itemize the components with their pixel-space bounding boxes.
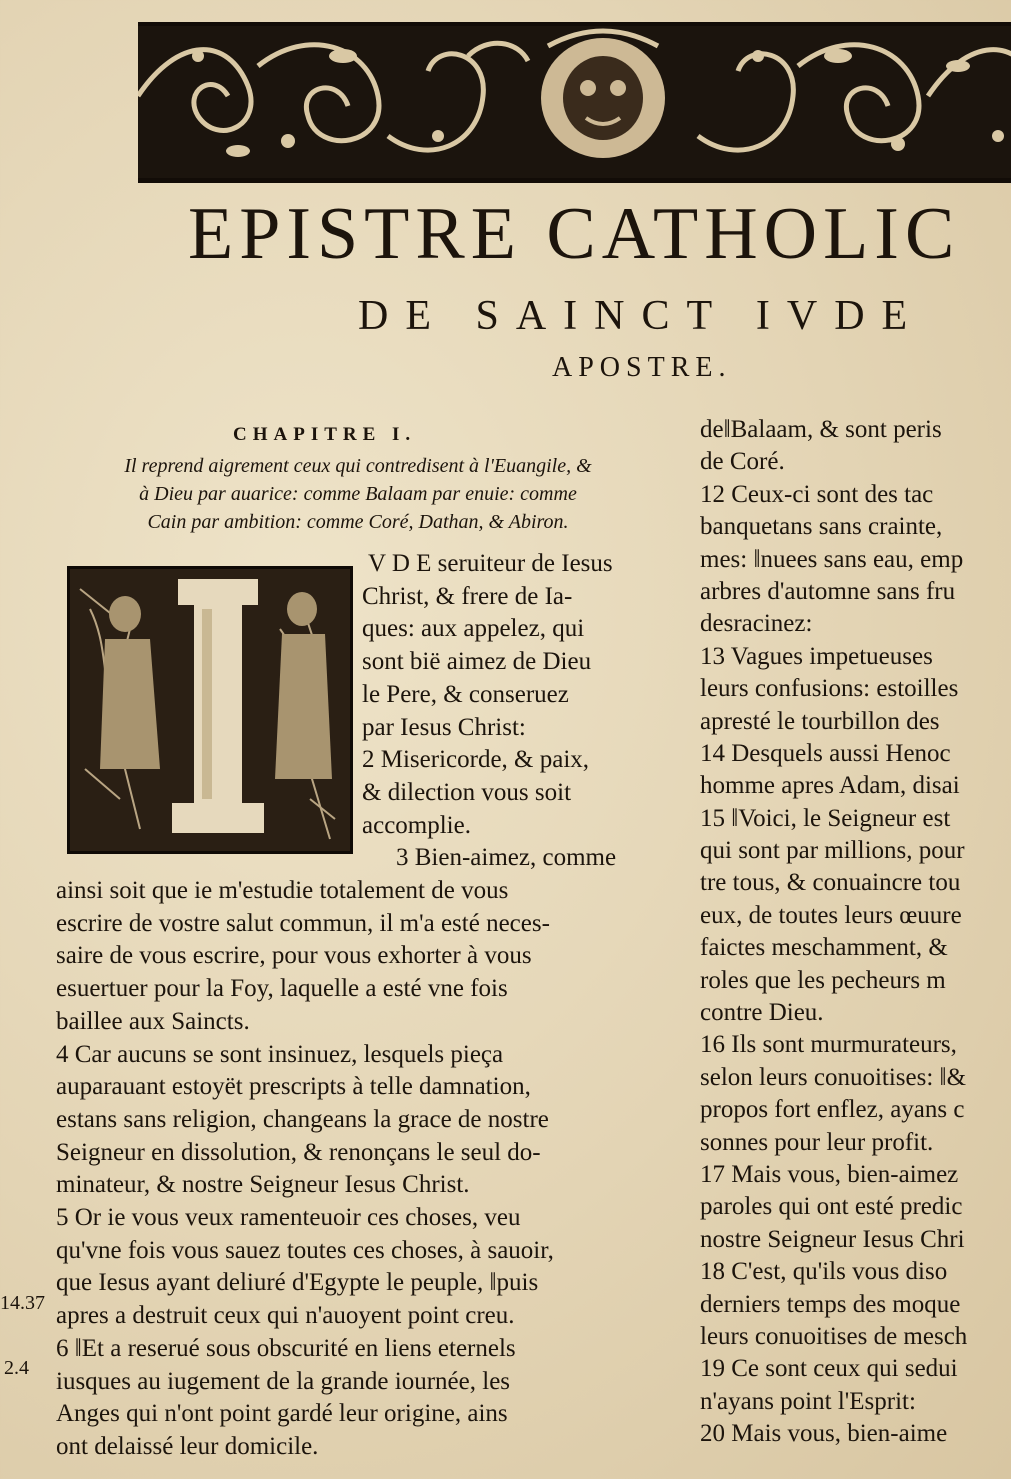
text-line: apresté le tourbillon des	[700, 707, 940, 735]
argument-line: à Dieu par auarice: comme Balaam par enuie: comme	[139, 483, 577, 505]
text-line: iusques au iugement de la grande iournée, les	[56, 1367, 511, 1395]
text-line: sont bië aimez de Dieu	[362, 648, 592, 676]
text-line: qu'vne fois vous sauez toutes ces choses, à sauoir,	[56, 1236, 554, 1264]
text-line: homme apres Adam, disai	[700, 772, 960, 800]
chapter-argument	[60, 452, 656, 536]
ornamental-headpiece	[138, 22, 1011, 183]
text-line: de Coré.	[700, 448, 785, 476]
text-line: 14 Desquels aussi Henoc	[700, 739, 951, 767]
text-line: 16 Ils sont murmurateurs,	[700, 1031, 957, 1059]
text-line: n'ayans point l'Esprit:	[700, 1387, 916, 1415]
text-line: baillee aux Saincts.	[56, 1007, 250, 1035]
text-line: Seigneur en dissolution, & renonçans le seul do-	[56, 1138, 541, 1166]
text-line: minateur, & nostre Seigneur Iesus Christ.	[56, 1171, 470, 1199]
right-text-column	[700, 414, 1011, 1451]
text-line: escrire de vostre salut commun, il m'a esté neces-	[56, 909, 550, 937]
text-line: arbres d'automne sans fru	[700, 577, 956, 605]
text-line: contre Dieu.	[700, 999, 824, 1027]
text-line: saire de vous escrire, pour vous exhorter à vous	[56, 942, 532, 970]
text-line: esuertuer pour la Foy, laquelle a esté vne fois	[56, 975, 508, 1003]
text-line: 12 Ceux-ci sont des tac	[700, 480, 934, 508]
text-line: 17 Mais vous, bien-aimez	[700, 1160, 959, 1188]
text-line: 18 C'est, qu'ils vous diso	[700, 1258, 948, 1286]
text-line: 6 ‖Et a reserué sous obscurité en liens eternels	[56, 1334, 516, 1362]
page-title: EPISTRE CATHOLIC	[188, 193, 961, 275]
text-line: ques: aux appelez, qui	[362, 615, 585, 643]
mask-face-icon	[541, 31, 665, 158]
ornament-scrollwork-icon	[138, 26, 1011, 169]
text-line: propos fort enflez, ayans c	[700, 1096, 965, 1124]
argument-line: Cain par ambition: comme Coré, Dathan, & Abiron.	[147, 511, 569, 533]
left-text-column	[56, 548, 648, 1464]
text-line: 13 Vagues impetueuses	[700, 642, 933, 670]
text-line: 20 Mais vous, bien-aime	[700, 1420, 948, 1448]
text-line: tre tous, & conuaincre tou	[700, 869, 961, 897]
text-line: 15 ‖Voici, le Seigneur est	[700, 804, 951, 832]
text-line: 4 Car aucuns se sont insinuez, lesquels pieça	[56, 1040, 504, 1068]
text-line: nostre Seigneur Iesus Chri	[700, 1225, 965, 1253]
page-subtitle: DE SAINCT IVDE	[358, 293, 925, 339]
text-line: banquetans sans crainte,	[700, 513, 943, 541]
chapter-heading: CHAPITRE I.	[233, 424, 417, 445]
text-line: estans sans religion, changeans la grace de nostre	[56, 1105, 549, 1133]
text-line: paroles qui ont esté predic	[700, 1193, 963, 1221]
text-line: leurs confusions: estoilles	[700, 675, 959, 703]
text-line: ainsi soit que ie m'estudie totalement de vous	[56, 877, 509, 905]
text-line: que Iesus ayant deliuré d'Egypte le peuple, ‖puis	[56, 1269, 539, 1297]
text-line: leurs conuoitises de mesch	[700, 1322, 968, 1350]
text-line: mes: ‖nuees sans eau, emp	[700, 545, 964, 573]
text-line: faictes meschamment, &	[700, 934, 948, 962]
text-line: eux, de toutes leurs œuure	[700, 901, 962, 929]
text-line: desracinez:	[700, 610, 813, 638]
text-line: 5 Or ie vous veux ramenteuoir ces choses, veu	[56, 1204, 521, 1232]
text-line: Christ, & frere de Ia-	[362, 582, 573, 610]
text-line: qui sont par millions, pour	[700, 837, 965, 865]
text-line: 3 Bien-aimez, comme	[396, 844, 617, 872]
text-line: apres a destruit ceux qui n'auoyent point creu.	[56, 1302, 515, 1330]
text-line: roles que les pecheurs m	[700, 966, 946, 994]
text-line: ont delaissé leur domicile.	[56, 1432, 319, 1460]
text-line: 2 Misericorde, & paix,	[362, 746, 590, 774]
text-line: V D E seruiteur de Iesus	[368, 550, 613, 577]
text-line: le Pere, & conseruez	[362, 680, 569, 708]
text-line: Anges qui n'ont point gardé leur origine, ains	[56, 1400, 508, 1428]
page-subtitle-second-line: APOSTRE.	[552, 352, 732, 383]
argument-line: Il reprend aigrement ceux qui contredisent à l'Euangile, &	[124, 455, 592, 477]
text-line: par Iesus Christ:	[362, 713, 526, 741]
margin-reference: 2.4	[4, 1357, 29, 1379]
text-line: sonnes pour leur profit.	[700, 1128, 934, 1156]
text-line: 19 Ce sont ceux qui sedui	[700, 1355, 958, 1383]
text-line: auparauant estoyët prescripts à telle damnation,	[56, 1073, 531, 1101]
text-line: de‖Balaam, & sont peris	[700, 416, 942, 443]
text-line: selon leurs conuoitises: ‖&	[700, 1063, 967, 1091]
text-line: accomplie.	[362, 811, 471, 839]
margin-reference: 14.37	[0, 1292, 45, 1314]
text-line: & dilection vous soit	[362, 778, 572, 806]
text-line: derniers temps des moque	[700, 1290, 961, 1318]
